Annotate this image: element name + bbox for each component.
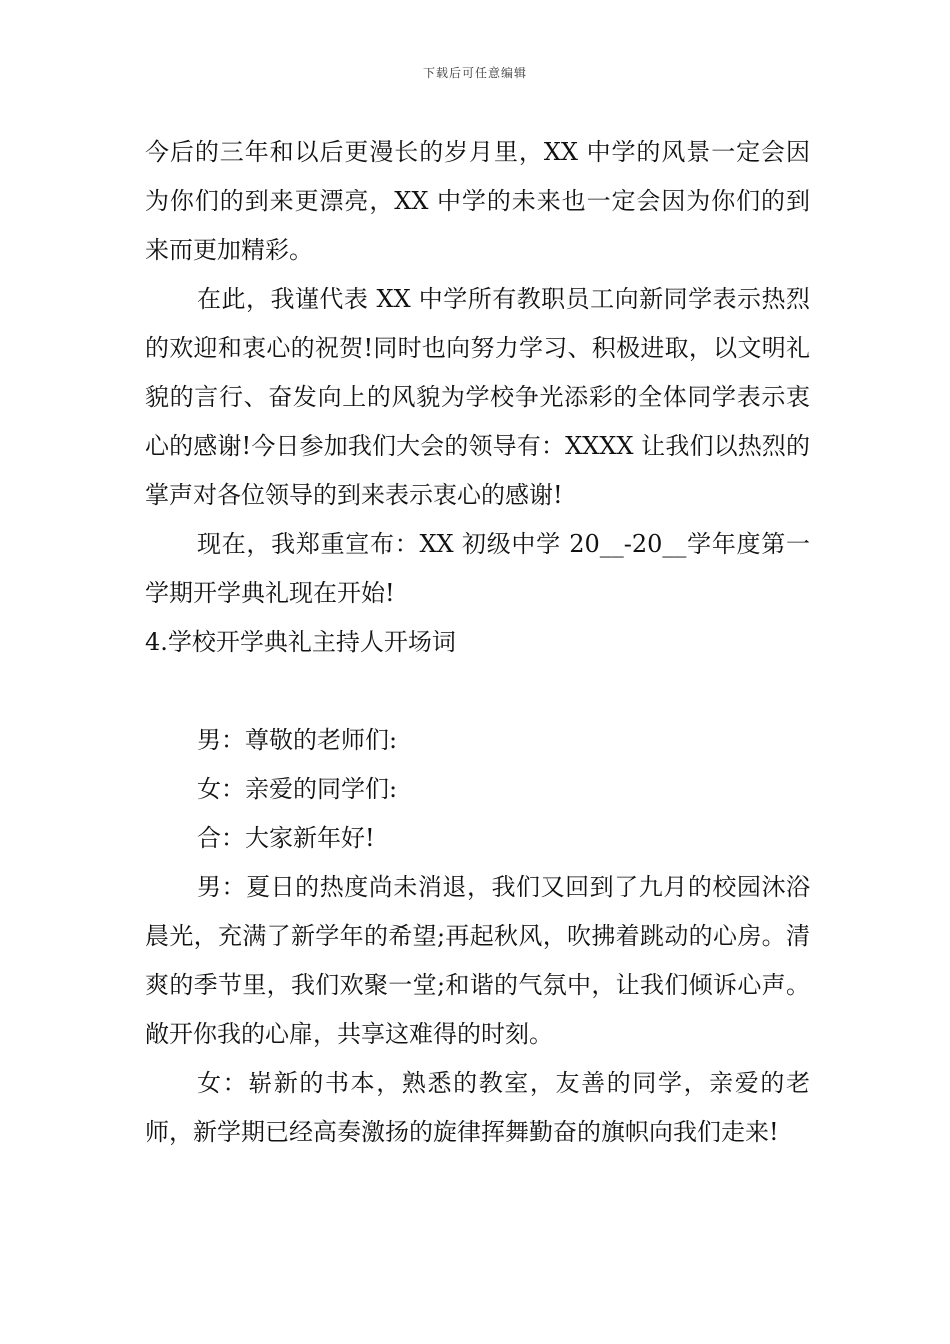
header-note: 下载后可任意编辑 [422,66,527,80]
blank-line [145,667,810,716]
document-body [145,128,810,1157]
dialogue-line: 女：亲爱的同学们: [197,775,398,803]
dialogue-line: 合：大家新年好! [197,824,375,852]
section-heading: 4.学校开学典礼主持人开场词 [145,628,456,656]
paragraph-1: 今后的三年和以后更漫长的岁月里，XX 中学的风景一定会因为你们的到来更漂亮，XX 中学的未来也一定会因为你们的到来而更加精彩。 [145,138,810,264]
paragraph-2: 在此，我谨代表 XX 中学所有教职员工向新同学表示热烈的欢迎和衷心的祝贺!同时也向努力学习、积极进取，以文明礼貌的言行、奋发向上的风貌为学校争光添彩的全体同学表示衷心的感谢!今日参加我们大会的领导有：XXXX 让我们以热烈的掌声对各位领导的到来表示衷心的感谢! [145,285,810,509]
dialogue-line: 男：夏日的热度尚未消退，我们又回到了九月的校园沐浴晨光，充满了新学年的希望;再起秋风，吹拂着跳动的心房。清爽的季节里，我们欢聚一堂;和谐的气氛中，让我们倾诉心声。敞开你我的心扉，共享这难得的时刻。 [145,873,810,1048]
dialogue-line: 女：崭新的书本，熟悉的教室，友善的同学，亲爱的老师，新学期已经高奏激扬的旋律挥舞勤奋的旗帜向我们走来! [145,1069,810,1146]
paragraph-3: 现在，我郑重宣布：XX 初级中学 20__-20__学年度第一学期开学典礼现在开始! [145,530,810,607]
dialogue-line: 男：尊敬的老师们: [197,726,398,754]
